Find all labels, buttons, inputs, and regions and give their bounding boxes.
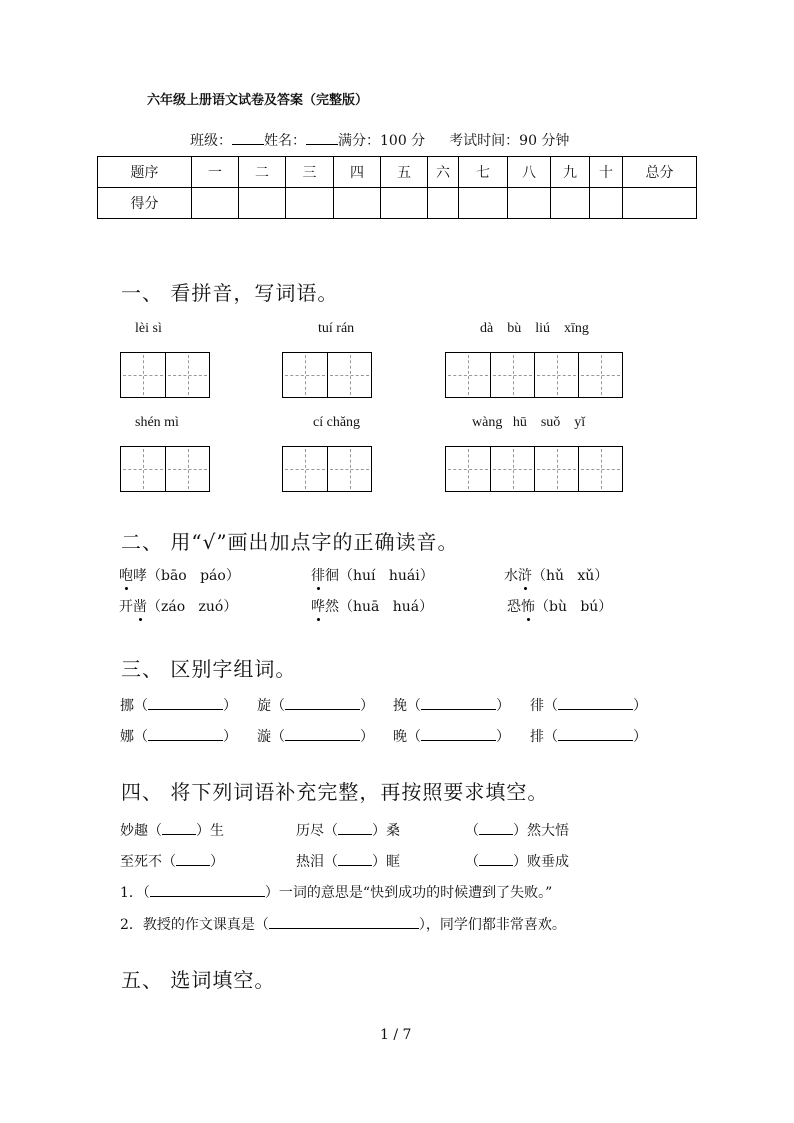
word-item[interactable]: 娜（ ）: [120, 726, 237, 746]
section1-title: 一、 看拼音，写词语。: [121, 281, 339, 305]
pinyin-label: wàng hū suǒ yǐ: [472, 415, 586, 430]
section2-title: 二、 用“√”画出加点字的正确读音。: [121, 530, 459, 554]
table-row: [98, 157, 697, 188]
section3-title: 三、 区别字组词。: [121, 657, 297, 681]
table-header-cell: 七: [459, 157, 508, 188]
pronunciation-item[interactable]: 水浒（hǔ xǔ）: [504, 565, 608, 585]
table-header-cell: 一: [192, 157, 239, 188]
name-blank: [306, 132, 338, 145]
pinyin-label: cí chǎng: [313, 415, 361, 430]
score-cell[interactable]: [428, 188, 459, 219]
class-label: 班级：: [190, 133, 232, 149]
name-label: 姓名：: [264, 133, 306, 149]
exam-info: [190, 130, 569, 150]
score-cell[interactable]: [239, 188, 286, 219]
table-header-cell: 二: [239, 157, 286, 188]
table-header-cell: 总分: [623, 157, 697, 188]
word-item[interactable]: 挪（ ）: [120, 695, 237, 715]
table-header-cell: 六: [428, 157, 459, 188]
score-cell[interactable]: [192, 188, 239, 219]
pinyin-label: tuí rán: [318, 321, 355, 336]
score-table: [97, 156, 697, 219]
table-header-cell: 九: [551, 157, 590, 188]
idiom-item[interactable]: 至死不（ ）: [120, 851, 224, 871]
idiom-item[interactable]: 热泪（ ）眶: [296, 851, 400, 871]
total-score-cell[interactable]: [623, 188, 697, 219]
pinyin-label: shén mì: [135, 415, 179, 430]
word-item[interactable]: 挽（ ）: [393, 695, 510, 715]
idiom-item[interactable]: 妙趣（ ）生: [120, 820, 224, 840]
pronunciation-item[interactable]: 哗然（huā huá）: [311, 596, 433, 616]
table-header-cell: 四: [334, 157, 381, 188]
question-2[interactable]: 2．教授的作文课真是（ ），同学们都非常喜欢。: [120, 914, 566, 934]
score-cell[interactable]: [286, 188, 334, 219]
pronunciation-item[interactable]: 徘徊（huí huái）: [311, 565, 434, 585]
pronunciation-item[interactable]: 开凿（záo zuó）: [119, 596, 237, 616]
pinyin-label: lèi sì: [135, 321, 162, 336]
score-cell[interactable]: [381, 188, 428, 219]
idiom-item[interactable]: （ ）败垂成: [465, 851, 569, 871]
word-item[interactable]: 排（ ）: [530, 726, 647, 746]
writing-grid[interactable]: [445, 446, 623, 492]
score-cell[interactable]: [334, 188, 381, 219]
table-header-cell: 五: [381, 157, 428, 188]
score-cell[interactable]: [459, 188, 508, 219]
table-header-cell: 八: [508, 157, 551, 188]
word-item[interactable]: 晚（ ）: [393, 726, 510, 746]
writing-grid[interactable]: [120, 446, 210, 492]
word-item[interactable]: 旋（ ）: [257, 695, 374, 715]
table-row-label: 得分: [98, 188, 192, 219]
writing-grid[interactable]: [120, 352, 210, 398]
score-cell[interactable]: [508, 188, 551, 219]
question-1[interactable]: 1．（ ）一词的意思是“快到成功的时候遭到了失败。”: [120, 882, 552, 902]
pinyin-label: dà bù liú xīng: [480, 321, 589, 336]
section4-title: 四、 将下列词语补充完整，再按照要求填空。: [121, 780, 549, 804]
full-score: 满分：100 分: [338, 133, 426, 149]
section5-title: 五、 选词填空。: [121, 968, 276, 992]
table-header-cell: 题序: [98, 157, 192, 188]
word-item[interactable]: 漩（ ）: [257, 726, 374, 746]
writing-grid[interactable]: [282, 446, 372, 492]
table-row: [98, 188, 697, 219]
writing-grid[interactable]: [445, 352, 623, 398]
word-item[interactable]: 徘（ ）: [530, 695, 647, 715]
document-title: 六年级上册语文试卷及答案（完整版）: [147, 93, 369, 108]
score-cell[interactable]: [551, 188, 590, 219]
score-cell[interactable]: [590, 188, 623, 219]
exam-time: 考试时间：90 分钟: [449, 133, 570, 149]
pronunciation-item[interactable]: 咆哮（bāo páo）: [119, 565, 240, 585]
idiom-item[interactable]: （ ）然大悟: [465, 820, 569, 840]
class-blank: [232, 132, 264, 145]
page-number: 1 / 7: [380, 1027, 412, 1043]
idiom-item[interactable]: 历尽（ ）桑: [296, 820, 400, 840]
pronunciation-item[interactable]: 恐怖（bù bú）: [507, 596, 612, 616]
table-header-cell: 三: [286, 157, 334, 188]
table-header-cell: 十: [590, 157, 623, 188]
writing-grid[interactable]: [282, 352, 372, 398]
